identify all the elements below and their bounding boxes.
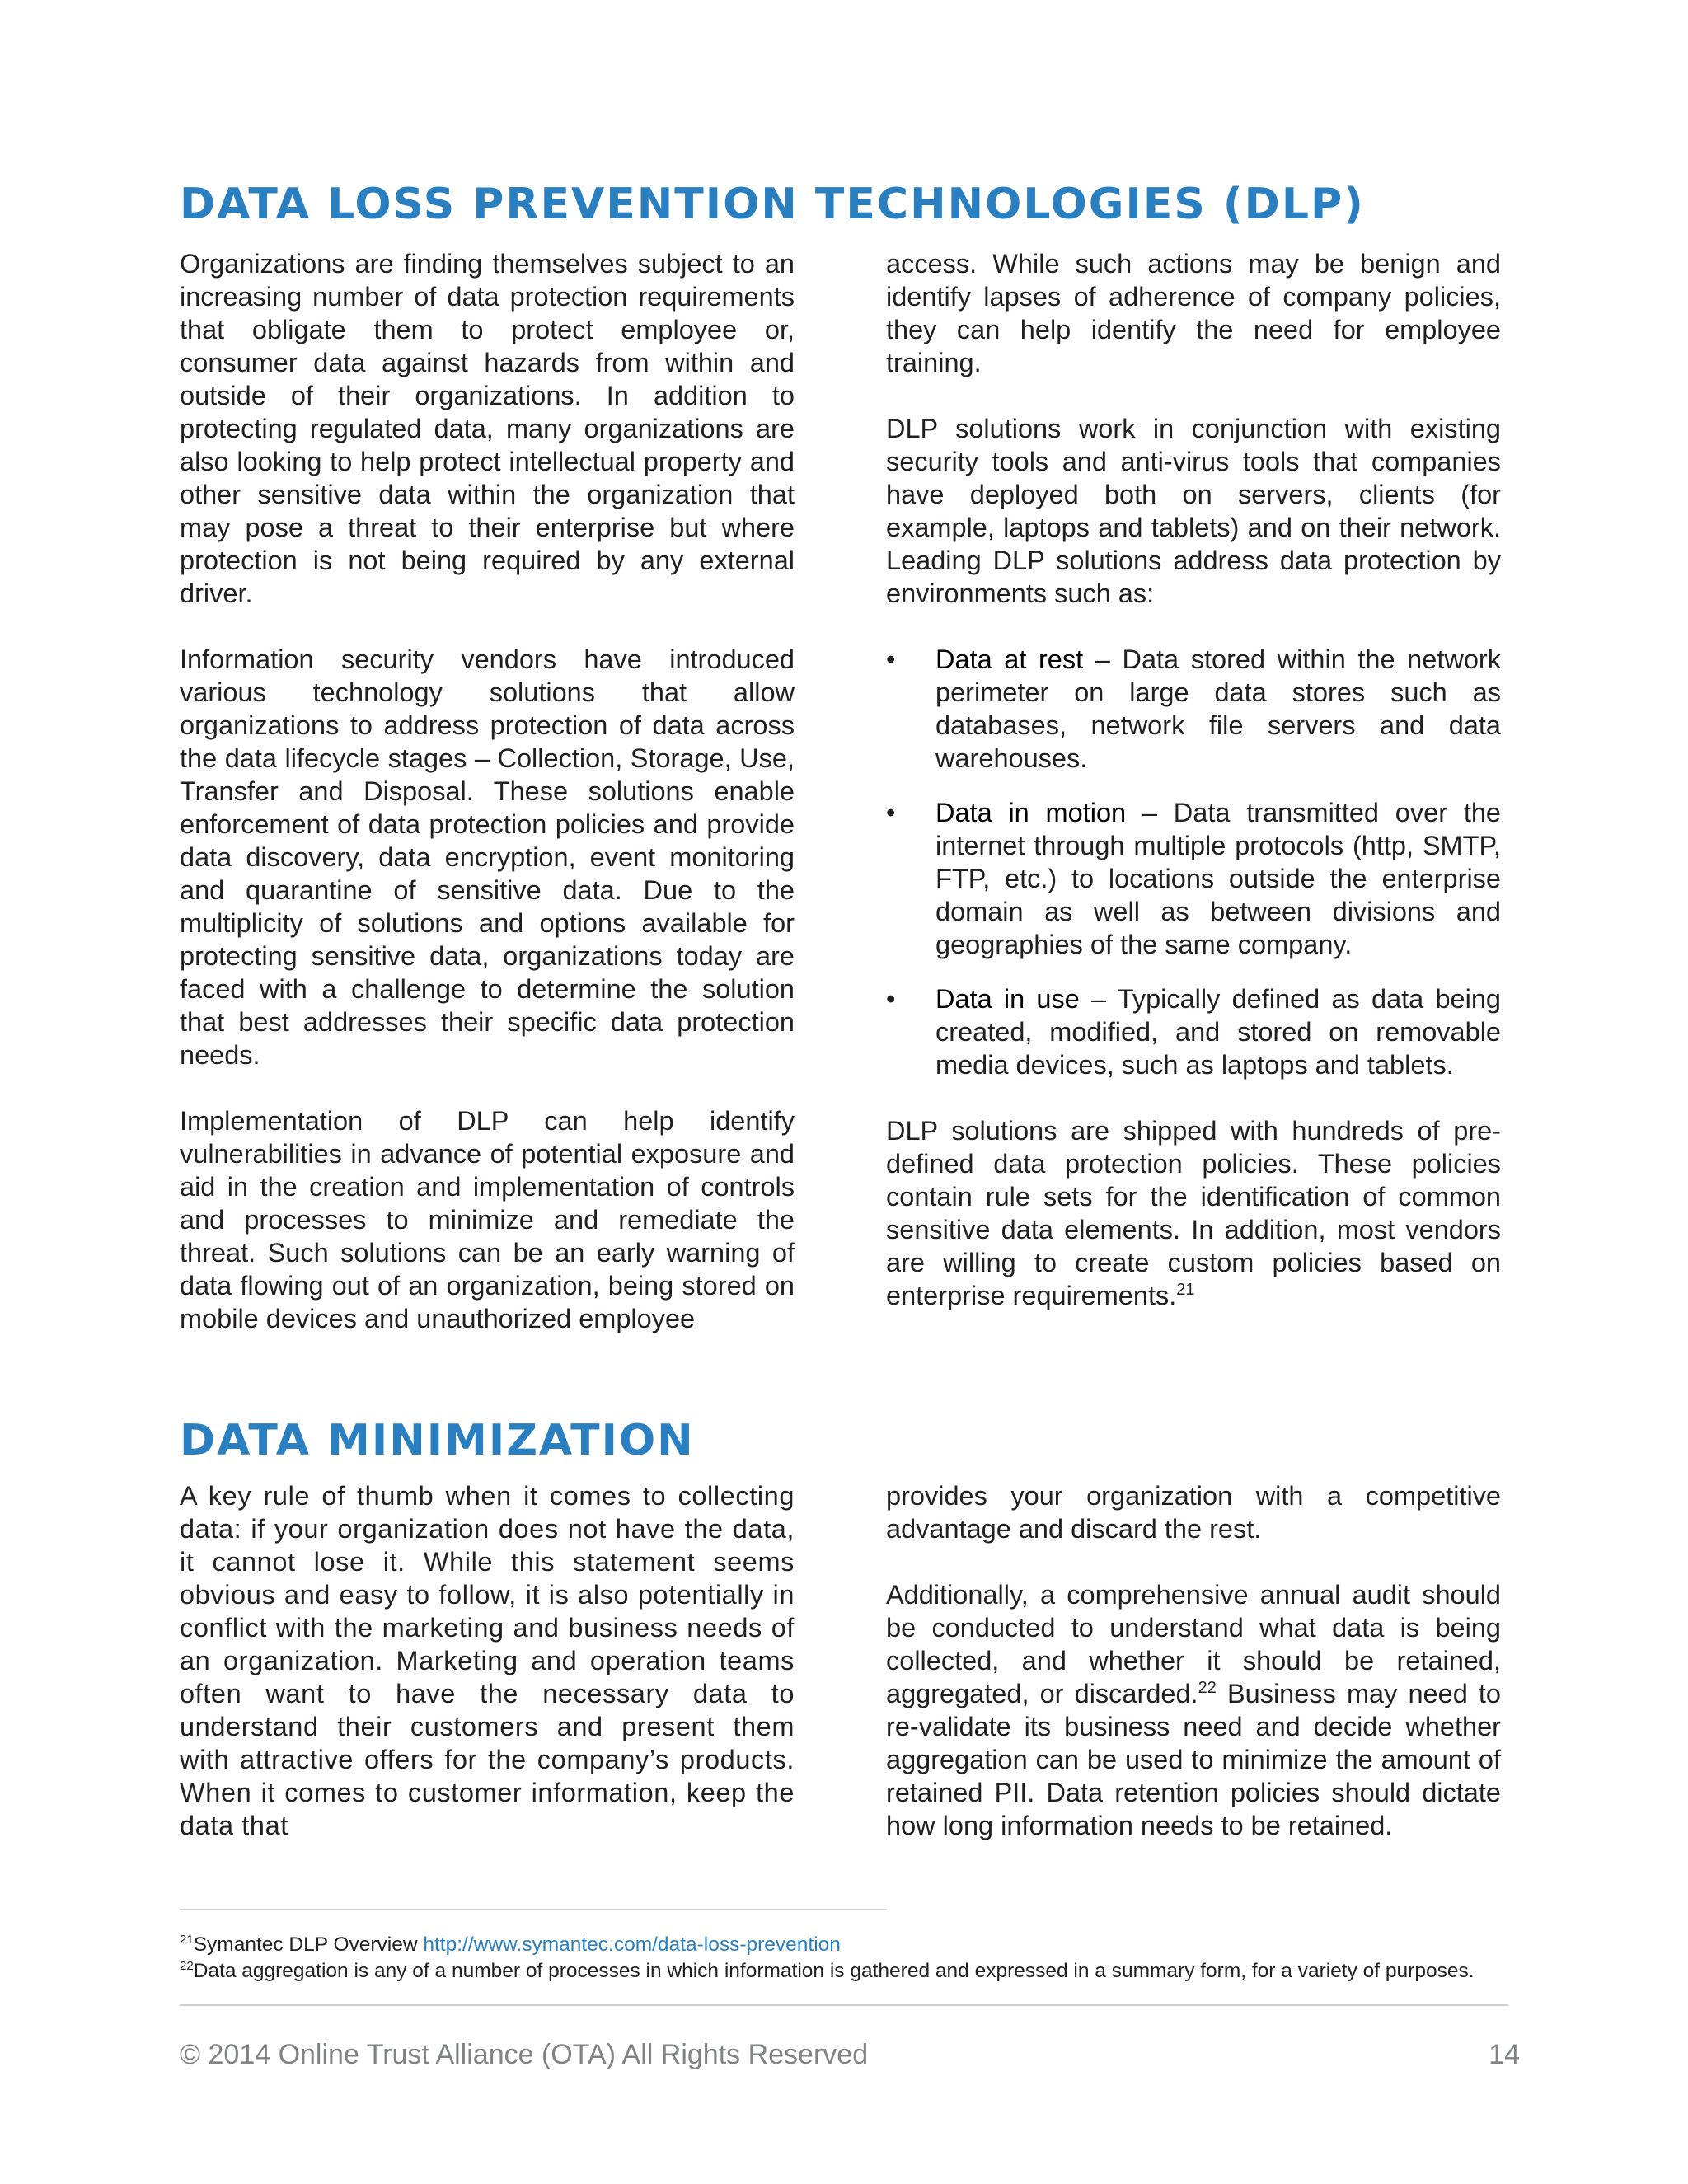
- dlp-left-column: [180, 247, 795, 1335]
- footnote-ref: 21: [1176, 1281, 1195, 1300]
- paragraph-text: Business may need to re-validate its business need and decide whether aggregation can be used to minimize the amount of retained PII. Data retention policies should dictate how long information needs to be retained.: [886, 1679, 1501, 1840]
- copyright: © 2014 Online Trust Alliance (OTA) All Rights Reserved: [180, 2039, 869, 2070]
- paragraph-text: DLP solutions are shipped with hundreds of pre-defined data protection policies. These policies contain rule sets for the identification of common sensitive data elements. In addition, most vendors are willing to create custom policies based on enterprise requirements.: [886, 1116, 1501, 1310]
- footnote-number: 22: [180, 1958, 194, 1973]
- bullet-icon: •: [886, 798, 896, 827]
- section-title-dlp: DATA LOSS PREVENTION TECHNOLOGIES (DLP): [180, 180, 1365, 229]
- footnote-divider: [180, 1909, 887, 1910]
- footer-divider: [180, 2004, 1508, 2006]
- minimization-right-column: [886, 1479, 1501, 1842]
- bullet-icon: •: [886, 644, 896, 674]
- list-term: Data in motion: [935, 798, 1127, 827]
- paragraph: A key rule of thumb when it comes to collecting data: if your organization does not have the data, it cannot lose it. While this statement seems obvious and easy to follow, it is also potentially in conflict with the marketing and business needs of an organization. Marketing and operation teams often want to have the necessary data to understand their customers and present them with attractive offers for the company’s products. When it comes to customer information, keep the data that: [180, 1481, 795, 1840]
- list-text: – Data transmitted over the internet through multiple protocols (http, SMTP, FTP, etc.) to locations outside the enterprise domain as well as between divisions and geographies of the same company.: [935, 798, 1502, 959]
- list-item: [886, 643, 1501, 775]
- list-term: Data at rest: [935, 644, 1084, 674]
- dlp-right-column: [886, 247, 1501, 1312]
- section-title-minimization: DATA MINIMIZATION: [180, 1416, 695, 1465]
- page-number: 14: [1489, 2039, 1520, 2070]
- footnote-link[interactable]: http://www.symantec.com/data-loss-prevention: [423, 1933, 841, 1956]
- paragraph: Implementation of DLP can help identify vulnerabilities in advance of potential exposure and aid in the creation and implementation of controls and processes to minimize and remediate the threat. Such solutions can be an early warning of data flowing out of an organization, being stored on mobile devices and unauthorized employee: [180, 1106, 795, 1333]
- footnote: [180, 1958, 1508, 1985]
- bullet-icon: •: [886, 984, 896, 1014]
- paragraph-text: Additionally, a comprehensive annual audit should be conducted to understand what data is being collected, and whether it should be retained, aggregated, or discarded.: [886, 1580, 1501, 1708]
- paragraph: Information security vendors have introduced various technology solutions that allow organizations to address protection of data across the data lifecycle stages – Collection, Storage, Use, Transfer and Disposal. These solutions enable enforcement of data protection policies and provide data discovery, data encryption, event monitoring and quarantine of sensitive data. Due to the multiplicity of solutions and options available for protecting sensitive data, organizations today are faced with a challenge to determine the solution that best addresses their specific data protection needs.: [180, 644, 795, 1070]
- list-text: – Typically defined as data being created, modified, and stored on removable media devices, such as laptops and tablets.: [935, 984, 1502, 1080]
- footnotes: [180, 1932, 1508, 1985]
- minimization-left-column: [180, 1479, 795, 1842]
- list-text: – Data stored within the network perimeter on large data stores such as databases, network file servers and data warehouses.: [935, 644, 1501, 773]
- footnote-text: Data aggregation is any of a number of processes in which information is gathered and expressed in a summary form, for a variety of purposes.: [193, 1960, 1475, 1982]
- list-term: Data in use: [935, 984, 1080, 1014]
- paragraph: DLP solutions work in conjunction with existing security tools and anti-virus tools that companies have deployed both on servers, clients (for example, laptops and tablets) and on their network. Leading DLP solutions address data protection by environments such as:: [886, 414, 1501, 608]
- paragraph: [886, 1578, 1501, 1842]
- paragraph: Organizations are finding themselves subject to an increasing number of data protection requirements that obligate them to protect employee or, consumer data against hazards from within and outside of their organizations. In addition to protecting regulated data, many organizations are also looking to help protect intellectual property and other sensitive data within the organization that may pose a threat to their enterprise but where protection is not being required by any external driver.: [180, 249, 795, 608]
- list-item: [886, 796, 1501, 961]
- footnote-number: 21: [180, 1932, 194, 1947]
- list-item: [886, 982, 1501, 1081]
- footnote-ref: 22: [1198, 1679, 1217, 1698]
- environment-list: [886, 643, 1501, 1081]
- paragraph: [886, 1114, 1501, 1312]
- paragraph: access. While such actions may be benign and identify lapses of adherence of company policies, they can help identify the need for employee training.: [886, 249, 1501, 377]
- paragraph: provides your organization with a competitive advantage and discard the rest.: [886, 1481, 1501, 1544]
- footnote-text: Symantec DLP Overview: [193, 1933, 424, 1956]
- footnote: [180, 1932, 1508, 1958]
